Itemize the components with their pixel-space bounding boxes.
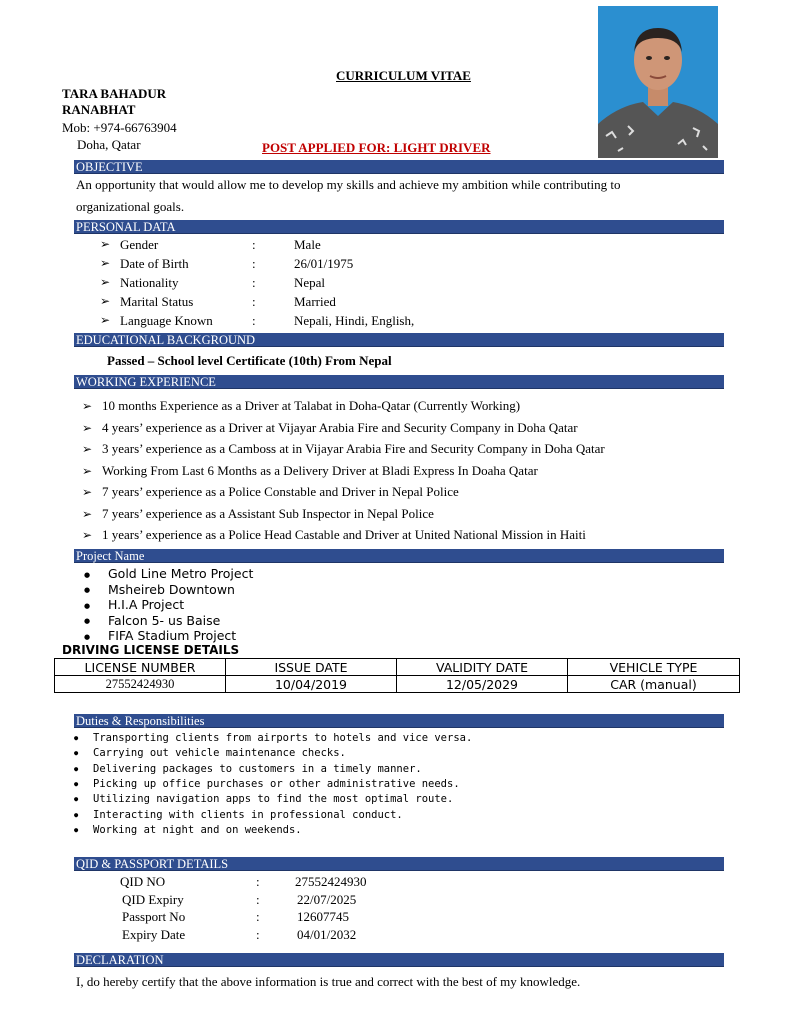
duty-item [74, 732, 472, 744]
arrow-bullet-icon: ➢ [82, 485, 93, 499]
project-item [84, 566, 253, 581]
name-line-1: TARA BAHADUR [62, 86, 167, 101]
cv-title: CURRICULUM VITAE [336, 68, 471, 83]
person-portrait-icon [598, 6, 718, 158]
declaration-text: I, do hereby certify that the above information is true and correct with the best of my knowledge. [76, 974, 581, 989]
arrow-bullet-icon: ➢ [82, 420, 93, 435]
personal-separator: : [252, 294, 256, 309]
duties-heading: Duties & Responsibilities [74, 714, 724, 728]
dot-bullet-icon: ● [74, 779, 79, 788]
arrow-bullet-icon: ➢ [100, 294, 111, 308]
qid-separator: : [256, 909, 260, 924]
license-heading: DRIVING LICENSE DETAILS [62, 643, 240, 657]
work-experience-text: 1 years’ experience as a Police Head Castable and Driver at United National Mission in Haiti [102, 527, 586, 542]
personal-value: Married [294, 294, 336, 309]
license-col-vehicle: VEHICLE TYPE [568, 659, 740, 676]
mobile-number: Mob: +974-66763904 [62, 120, 177, 135]
personal-value: Nepali, Hindi, English, [294, 313, 415, 328]
qid-heading: QID & PASSPORT DETAILS [74, 857, 724, 871]
license-col-number: LICENSE NUMBER [55, 659, 226, 676]
personal-label: Marital Status [120, 294, 194, 309]
arrow-bullet-icon: ➢ [82, 528, 93, 542]
license-data-row [55, 676, 740, 693]
dot-bullet-icon: ● [74, 825, 79, 834]
personal-separator: : [252, 313, 256, 328]
work-experience-text: 10 months Experience as a Driver at Talabat in Doha-Qatar (Currently Working) [102, 398, 521, 413]
dot-bullet-icon: ● [84, 617, 91, 625]
duty-item [74, 763, 422, 775]
personal-value: Male [294, 237, 321, 252]
project-name: FIFA Stadium Project [108, 628, 237, 643]
project-item [84, 597, 184, 612]
dot-bullet-icon: ● [74, 810, 79, 819]
license-issue-date: 10/04/2019 [226, 676, 397, 693]
dot-bullet-icon: ● [74, 764, 79, 773]
project-item [84, 613, 220, 628]
project-item [84, 628, 236, 643]
qid-label: Passport No [122, 909, 186, 924]
dot-bullet-icon: ● [84, 586, 91, 594]
qid-separator: : [256, 926, 260, 942]
objective-line-2: organizational goals. [76, 199, 185, 214]
dot-bullet-icon: ● [84, 632, 91, 641]
license-header-row [55, 659, 740, 676]
project-name: H.I.A Project [108, 597, 185, 612]
work-experience-item [82, 420, 578, 436]
duty-item [74, 809, 403, 821]
duty-text: Carrying out vehicle maintenance checks. [93, 747, 346, 760]
qid-separator: : [256, 891, 260, 907]
dot-bullet-icon: ● [74, 795, 79, 804]
work-experience-text: 7 years’ experience as a Police Constable and Driver in Nepal Police [102, 484, 459, 499]
objective-line-1: An opportunity that would allow me to develop my skills and achieve my ambition while contributing to [76, 177, 621, 192]
license-number: 27552424930 [55, 676, 226, 693]
education-heading: EDUCATIONAL BACKGROUND [74, 333, 724, 347]
qid-label: QID Expiry [122, 891, 184, 907]
license-col-issue: ISSUE DATE [226, 659, 397, 676]
personal-value: 26/01/1975 [294, 256, 354, 271]
work-experience-item [82, 506, 434, 522]
work-experience-item [82, 484, 459, 500]
project-name: Falcon 5- us Baise [108, 612, 221, 628]
objective-heading: OBJECTIVE [74, 160, 724, 174]
duty-text: Picking up office purchases or other administrative needs. [93, 777, 460, 790]
profile-photo [598, 6, 718, 158]
personal-label: Date of Birth [120, 256, 189, 271]
post-applied: POST APPLIED FOR: LIGHT DRIVER [262, 140, 491, 155]
personal-data-heading: PERSONAL DATA [74, 220, 724, 234]
work-experience-item [82, 527, 586, 543]
duty-text: Utilizing navigation apps to find the most optimal route. [93, 793, 454, 806]
license-validity-date: 12/05/2029 [397, 676, 568, 693]
personal-separator: : [252, 275, 256, 290]
personal-label: Language Known [120, 313, 213, 328]
duty-text: Working at night and on weekends. [93, 823, 302, 836]
arrow-bullet-icon: ➢ [82, 399, 93, 413]
arrow-bullet-icon: ➢ [82, 506, 93, 521]
personal-value: Nepal [294, 275, 326, 290]
license-col-validity: VALIDITY DATE [397, 659, 568, 676]
project-name: Gold Line Metro Project [108, 566, 254, 581]
work-experience-text: 7 years’ experience as a Assistant Sub Inspector in Nepal Police [102, 505, 434, 521]
arrow-bullet-icon: ➢ [82, 442, 93, 456]
license-vehicle-type: CAR (manual) [568, 676, 740, 693]
qid-value: 27552424930 [295, 874, 367, 889]
duty-item [74, 793, 453, 805]
dot-bullet-icon: ● [74, 734, 79, 742]
arrow-bullet-icon: ➢ [100, 256, 111, 270]
work-experience-text: 3 years’ experience as a Camboss at in Vijayar Arabia Fire and Security Company in Doha Qatar [102, 441, 605, 456]
location: Doha, Qatar [77, 137, 141, 152]
qid-value: 04/01/2032 [297, 926, 357, 942]
duty-text: Interacting with clients in professional conduct. [93, 808, 403, 821]
dot-bullet-icon: ● [74, 749, 79, 758]
qid-value: 12607745 [297, 909, 349, 924]
duty-text: Transporting clients from airports to hotels and vice versa. [93, 732, 473, 744]
duty-item [74, 747, 346, 759]
projects-heading: Project Name [74, 549, 724, 563]
license-table [54, 658, 740, 693]
work-experience-item [82, 463, 538, 479]
qid-value: 22/07/2025 [297, 891, 357, 907]
arrow-bullet-icon: ➢ [82, 463, 93, 478]
duty-item [74, 778, 460, 790]
education-text: Passed – School level Certificate (10th) From Nepal [107, 353, 392, 368]
arrow-bullet-icon: ➢ [100, 237, 111, 251]
work-experience-item [82, 441, 605, 457]
name-line-2: RANABHAT [62, 102, 136, 117]
arrow-bullet-icon: ➢ [100, 313, 111, 327]
personal-separator: : [252, 256, 256, 271]
personal-label: Nationality [120, 275, 179, 290]
arrow-bullet-icon: ➢ [100, 275, 111, 289]
work-experience-item [82, 398, 520, 414]
duty-text: Delivering packages to customers in a timely manner. [93, 762, 422, 775]
declaration-heading: DECLARATION [74, 953, 724, 967]
personal-label: Gender [120, 237, 159, 252]
dot-bullet-icon: ● [84, 570, 91, 579]
work-experience-heading: WORKING EXPERIENCE [74, 375, 724, 389]
work-experience-text: 4 years’ experience as a Driver at Vijayar Arabia Fire and Security Company in Doha Qatar [102, 419, 578, 435]
dot-bullet-icon: ● [84, 601, 91, 610]
duty-item [74, 824, 302, 836]
qid-label: Expiry Date [122, 926, 186, 942]
qid-label: QID NO [120, 874, 166, 889]
qid-separator: : [256, 874, 260, 889]
work-experience-text: Working From Last 6 Months as a Delivery Driver at Bladi Express In Doaha Qatar [102, 462, 538, 478]
project-item [84, 582, 235, 597]
project-name: Msheireb Downtown [108, 581, 235, 597]
personal-separator: : [252, 237, 256, 252]
